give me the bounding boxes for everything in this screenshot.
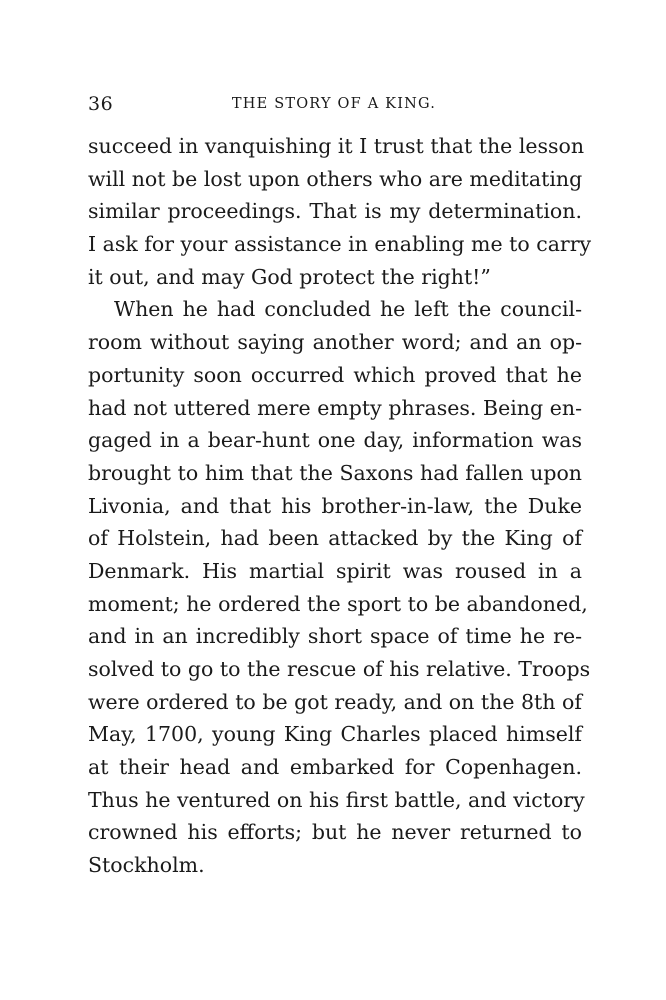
text-line: and in an incredibly short space of time he re- bbox=[88, 624, 582, 649]
text-line: were ordered to be got ready, and on the 8th of bbox=[88, 689, 582, 714]
text-line: it out, and may God protect the right!” bbox=[88, 264, 491, 289]
text-line: brought to him that the Saxons had fallen upon bbox=[88, 460, 582, 485]
text-line: succeed in vanquishing it I trust that the lesson bbox=[88, 134, 585, 158]
text-line: Livonia, and that his brother-in-law, the Duke bbox=[88, 493, 582, 518]
text-line: May, 1700, young King Charles placed himself bbox=[88, 722, 582, 747]
text-line: moment; he ordered the sport to be abandoned, bbox=[88, 591, 588, 616]
text-line: crowned his efforts; but he never returned to bbox=[88, 820, 582, 845]
text-line: When he had concluded he left the council- bbox=[114, 297, 582, 322]
text-line: Thus he ventured on his first battle, and victory bbox=[88, 787, 585, 812]
page-header bbox=[88, 93, 580, 117]
text-line: Stockholm. bbox=[88, 853, 205, 878]
text-line: will not be lost upon others who are meditating bbox=[88, 166, 583, 191]
text-line: solved to go to the rescue of his relative. Troops bbox=[88, 657, 591, 681]
text-line: portunity soon occurred which proved that he bbox=[88, 362, 582, 387]
running-title: THE STORY OF A KING. bbox=[231, 96, 437, 112]
text-line: room without saying another word; and an op- bbox=[88, 330, 582, 355]
text-line: Denmark. His martial spirit was roused in a bbox=[88, 558, 582, 583]
page-number: 36 bbox=[88, 93, 114, 115]
text-line: I ask for your assistance in enabling me to carry bbox=[88, 232, 592, 257]
text-line: had not uttered mere empty phrases. Being en- bbox=[88, 395, 582, 420]
body-text bbox=[88, 130, 592, 882]
text-line: similar proceedings. That is my determination. bbox=[88, 199, 582, 224]
text-line: of Holstein, had been attacked by the King of bbox=[88, 526, 582, 551]
text-line: at their head and embarked for Copenhagen. bbox=[88, 755, 582, 780]
text-line: gaged in a bear-hunt one day, information was bbox=[88, 428, 582, 453]
